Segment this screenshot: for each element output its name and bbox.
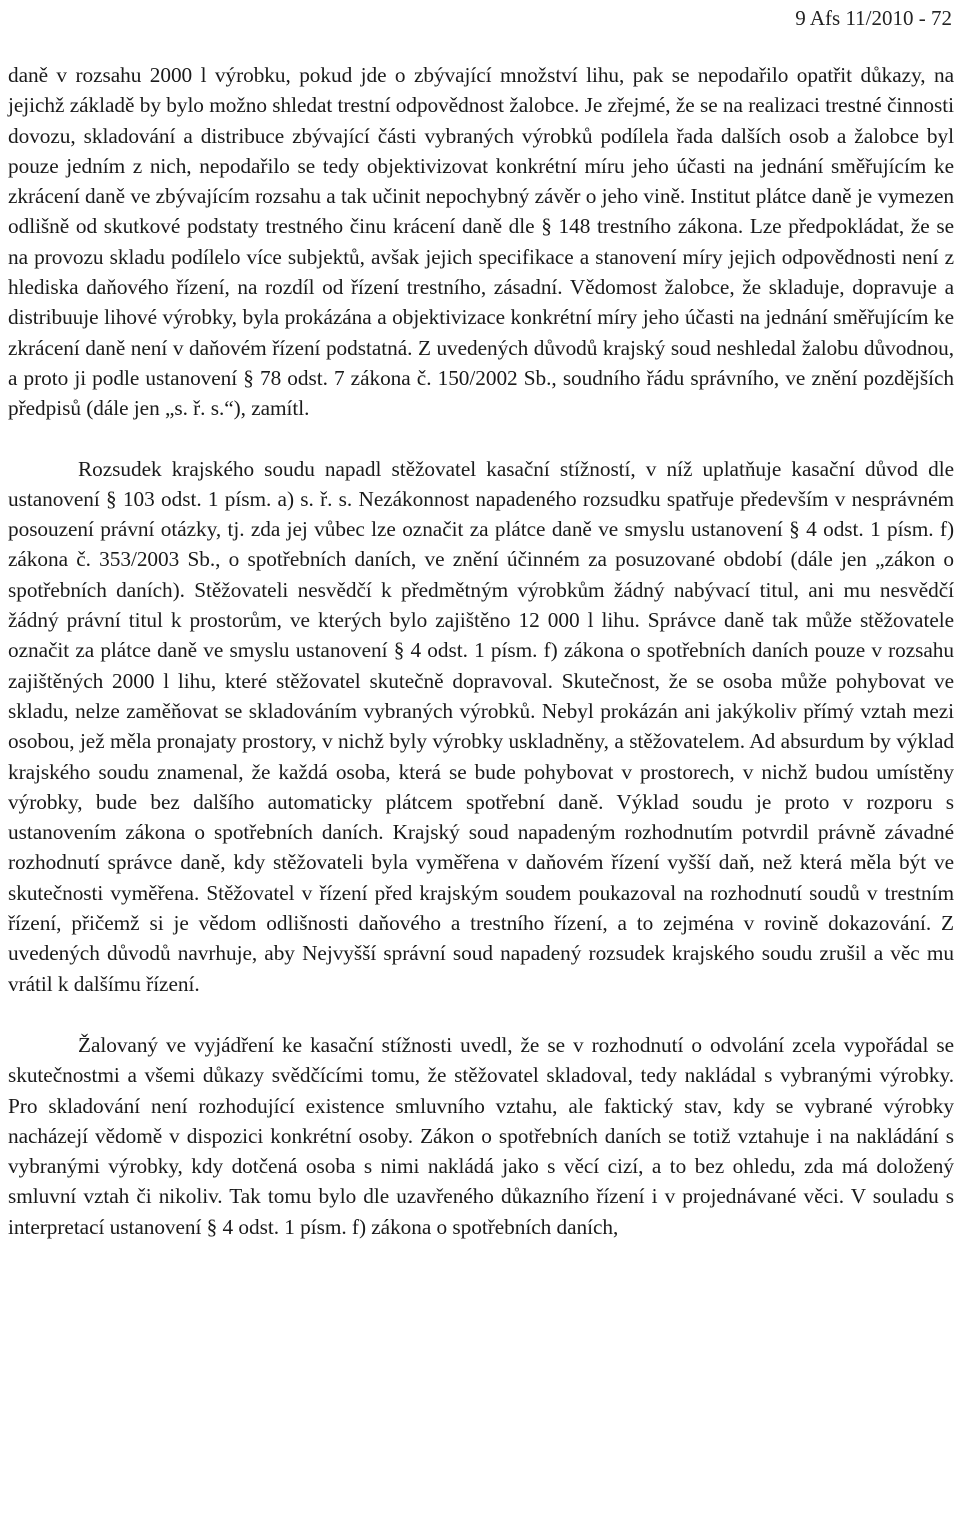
- document-body: [8, 60, 954, 1242]
- paragraph-2: Rozsudek krajského soudu napadl stěžovatel kasační stížností, v níž uplatňuje kasační důvod dle ustanovení § 103 odst. 1 písm. a) s. ř. s. Nezákonnost napadeného rozsudku spatřuje především v nesprávném posouzení právní otázky, tj. zda jej vůbec lze označit za plátce daně ve smyslu ustanovení § 4 odst. 1 písm. f) zákona č. 353/2003 Sb., o spotřebních daních, ve znění účinném za posuzované období (dále jen „zákon o spotřebních daních). Stěžovateli nesvědčí k předmětným výrobkům žádný nabývací titul, ani mu nesvědčí žádný právní titul k prostorům, ve kterých bylo zajištěno 12 000 l lihu. Správce daně tak může stěžovatele označit za plátce daně ve smyslu ustanovení § 4 odst. 1 písm. f) zákona o spotřebních daních pouze v rozsahu zajištěných 2000 l lihu, které stěžovatel skutečně dopravoval. Skutečnost, že se osoba může pohybovat ve skladu, nelze zaměňovat se skladováním vybraných výrobků. Nebyl prokázán ani jakýkoliv přímý vztah mezi osobou, jež měla pronajaty prostory, v nichž byly výrobky uskladněny, a stěžovatelem. Ad absurdum by výklad krajského soudu znamenal, že každá osoba, která se bude pohybovat v prostorech, v nichž budou umístěny výrobky, bude bez dalšího automaticky plátcem spotřební daně. Výklad soudu je proto v rozporu s ustanovením zákona o spotřebních daních. Krajský soud napadeným rozhodnutím potvrdil právně závadné rozhodnutí správce daně, kdy stěžovateli byla vyměřena v daňovém řízení vyšší daň, než která měla být ve skutečnosti vyměřena. Stěžovatel v řízení před krajským soudem poukazoval na rozhodnutí soudů v trestním řízení, přičemž si je vědom odlišnosti daňového a trestního řízení, a to zejména v rovině dokazování. Z uvedených důvodů navrhuje, aby Nejvyšší správní soud napadený rozsudek krajského soudu zrušil a věc mu vrátil k dalšímu řízení.: [8, 456, 954, 996]
- paragraph-3: Žalovaný ve vyjádření ke kasační stížnosti uvedl, že se v rozhodnutí o odvolání zcela vypořádal se skutečnostmi a všemi důkazy svědčícími tomu, že stěžovatel skladoval, tedy nakládal s vybranými výrobky. Pro skladování není rozhodující existence smluvního vztahu, ale faktický stav, kdy se vybrané výrobky nacházejí vědomě v dispozici konkrétní osoby. Zákon o spotřebních daních se totiž vztahuje i na nakládání s vybranými výrobky, kdy dotčená osoba s nimi nakládá jako s věcí cizí, a to bez ohledu, zda má doložený smluvní vztah či nikoliv. Tak tomu bylo dle uzavřeného důkazního řízení i v projednávané věci. V souladu s interpretací ustanovení § 4 odst. 1 písm. f) zákona o spotřebních daních,: [8, 1032, 954, 1239]
- page-header: 9 Afs 11/2010 - 72: [795, 6, 952, 30]
- paragraph-1: daně v rozsahu 2000 l výrobku, pokud jde o zbývající množství lihu, pak se nepodařilo opatřit důkazy, na jejichž základě by bylo možno shledat trestní odpovědnost žalobce. Je zřejmé, že se na realizaci trestné činnosti dovozu, skladování a distribuce zbývající části vybraných výrobků podílela řada dalších osob a žalobce byl pouze jedním z nich, nepodařilo se tedy objektivizovat konkrétní míru jeho účasti na jednání směřujícím ke zkrácení daně ve zbývajícím rozsahu a tak učinit nepochybný závěr o jeho vině. Institut plátce daně je vymezen odlišně od skutkové podstaty trestného činu krácení daně dle § 148 trestního zákona. Lze předpokládat, že se na provozu skladu podílelo více subjektů, avšak jejich specifikace a stanovení míry jejich odpovědnosti není z hlediska daňového řízení, na rozdíl od řízení trestního, zásadní. Vědomost žalobce, že skladuje, dopravuje a distribuuje lihové výrobky, byla prokázána a objektivizace konkrétní míry jeho účasti na jednání směřujícím ke zkrácení daně není v daňovém řízení podstatná. Z uvedených důvodů krajský soud neshledal žalobu důvodnou, a proto ji podle ustanovení § 78 odst. 7 zákona č. 150/2002 Sb., soudního řádu správního, ve znění pozdějších předpisů (dále jen „s. ř. s.“), zamítl.: [8, 63, 954, 421]
